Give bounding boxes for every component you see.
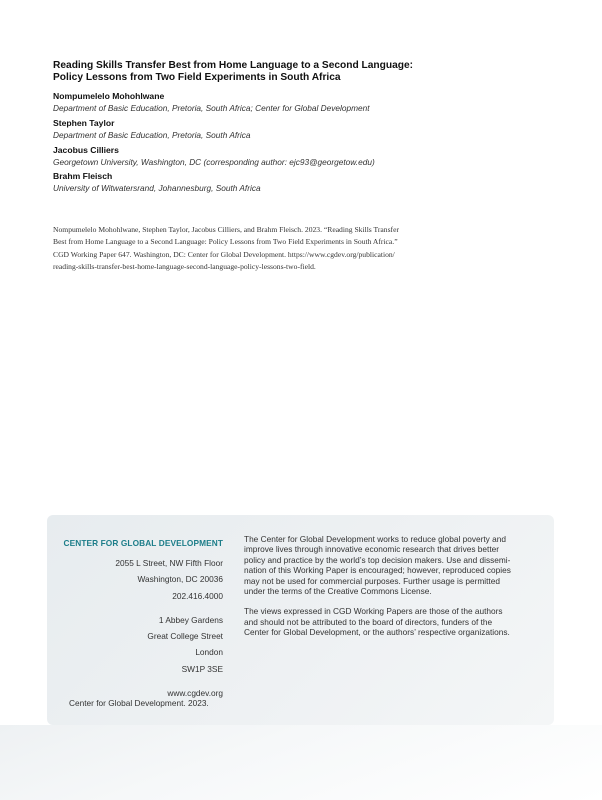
disclaimer-paragraph — [244, 606, 540, 637]
uk-address-line: 1 Abbey Gardens — [158, 614, 223, 625]
citation-line: Best from Home Language to a Second Language: Policy Lessons from Two Field Experiments in South Africa.” — [53, 237, 398, 247]
paragraph-line: Center for Global Development, or the authors’ respective organizations. — [244, 627, 510, 638]
org-name: CENTER FOR GLOBAL DEVELOPMENT — [63, 538, 223, 548]
paragraph-line: The Center for Global Development works to reduce global poverty and — [244, 534, 506, 544]
uk-address-line: Great College Street — [147, 631, 223, 642]
contact-column — [47, 537, 223, 701]
footer-panel — [47, 515, 554, 725]
author-affiliation: University of Witwatersrand, Johannesburg, South Africa — [53, 183, 261, 194]
citation-line: Nompumelelo Mohohlwane, Stephen Taylor, Jacobus Cilliers, and Brahm Fleisch. 2023. “Reading Skills Transfer — [53, 225, 399, 234]
uk-address-line: SW1P 3SE — [181, 663, 223, 674]
author-name: Nompumelelo Mohohlwane — [53, 91, 165, 101]
author-name: Brahm Fleisch — [53, 171, 113, 182]
paper-title — [53, 60, 483, 84]
us-address-line: Washington, DC 20036 — [137, 574, 223, 585]
copyright-notice: Center for Global Development. 2023. — [69, 698, 209, 708]
paragraph-line: improve lives through innovative economic research that drives better — [244, 544, 500, 555]
author-affiliation: Department of Basic Education, Pretoria, South Africa; Center for Global Development — [53, 103, 370, 113]
author-name: Stephen Taylor — [53, 117, 115, 128]
about-paragraph — [244, 534, 540, 596]
citation-line: reading-skills-transfer-best-home-language-second-language-policy-lessons-two-field. — [53, 261, 316, 271]
us-address-line: 2055 L Street, NW Fifth Floor — [115, 558, 223, 568]
website-link[interactable]: www.cgdev.org — [167, 688, 223, 699]
author-affiliation: Georgetown University, Washington, DC (corresponding author: ejc93@georgetow.edu) — [53, 156, 375, 167]
citation-block — [53, 224, 483, 273]
uk-address-line: London — [195, 647, 223, 658]
author-entry — [53, 117, 523, 144]
phone-number: 202.416.4000 — [172, 590, 223, 601]
paragraph-line: The views expressed in CGD Working Papers are those of the authors — [244, 606, 503, 617]
paragraph-line: and should not be attributed to the board of directors, funders of the — [244, 616, 493, 627]
title-line: Reading Skills Transfer Best from Home Language to a Second Language: — [53, 60, 414, 71]
paragraph-line: under the terms of the Creative Commons License. — [244, 586, 432, 597]
author-entry — [53, 144, 523, 171]
about-column — [244, 534, 540, 648]
author-entry — [53, 170, 523, 197]
author-affiliation: Department of Basic Education, Pretoria, South Africa — [53, 129, 251, 140]
author-list — [53, 90, 523, 197]
author-name: Jacobus Cilliers — [53, 144, 119, 155]
paragraph-line: nation of this Working Paper is encouraged; however, reproduced copies — [244, 565, 511, 576]
paragraph-line: may not be used for commercial purposes. Further usage is permitted — [244, 575, 500, 586]
citation-line: CGD Working Paper 647. Washington, DC: Center for Global Development. https://www.cgdev.org/publication/ — [53, 249, 395, 259]
title-line: Policy Lessons from Two Field Experiments in South Africa — [53, 72, 341, 83]
author-entry — [53, 90, 523, 117]
footer-fade — [0, 725, 602, 800]
paragraph-line: policy and practice by the world’s top decision makers. Use and dissemi- — [244, 554, 511, 565]
